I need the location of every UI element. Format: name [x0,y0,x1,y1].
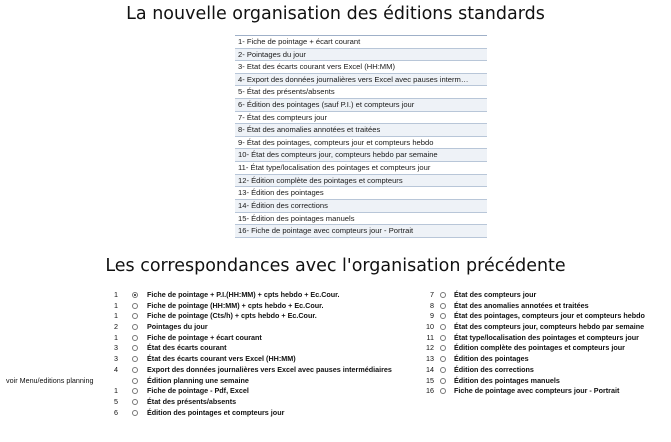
radio-button[interactable] [132,399,138,405]
page-title: La nouvelle organisation des éditions standards [126,4,545,24]
radio-button[interactable] [132,378,138,384]
old-edition-label: Fiche de pointage (Cts/h) + cpts hebdo + Ec.Cour. [147,311,317,321]
old-edition-label: État des compteurs jour [454,290,537,299]
new-edition-number: 16 [426,386,434,396]
new-edition-number: 12 [426,343,434,353]
edition-list-item[interactable]: 15- Édition des pointages manuels [235,213,487,226]
old-edition-row [0,311,420,322]
old-edition-label: Fiche de pointage - Pdf, Excel [147,386,249,396]
edition-list-item[interactable]: 9- État des pointages, compteurs jour et compteurs hebdo [235,137,487,150]
old-edition-row [0,408,420,419]
old-edition-row [420,365,671,376]
old-edition-row [420,333,671,344]
edition-list-item[interactable]: 16- Fiche de pointage avec compteurs jour - Portrait [235,225,487,238]
old-edition-label: Édition planning une semaine [147,375,249,385]
edition-list-item[interactable]: 12- Édition complète des pointages et compteurs [235,175,487,188]
old-edition-row [0,322,420,333]
new-edition-number: 1 [114,311,118,321]
radio-button[interactable] [440,378,446,384]
radio-button[interactable] [440,292,446,298]
old-edition-label: Pointages du jour [147,322,208,332]
new-edition-number: 3 [114,354,118,364]
radio-button[interactable] [132,303,138,309]
radio-button[interactable] [440,345,446,351]
radio-button[interactable] [132,292,138,298]
edition-list-item[interactable]: 2- Pointages du jour [235,49,487,62]
old-edition-row [420,354,671,365]
old-edition-label: État type/localisation des pointages et compteurs jour [454,332,639,342]
old-edition-row [0,343,420,354]
radio-button[interactable] [132,335,138,341]
edition-list-item[interactable]: 8- État des anomalies annotées et traitées [235,124,487,137]
edition-list-item[interactable]: 1- Fiche de pointage + écart courant [235,36,487,49]
radio-button[interactable] [132,324,138,330]
old-edition-row [420,290,671,301]
new-edition-number: 11 [426,332,434,342]
new-edition-number: 7 [430,290,434,299]
new-edition-number: 3 [114,343,118,353]
old-edition-label: État des anomalies annotées et traitées [454,300,589,310]
old-edition-label: Édition des pointages et compteurs jour [147,407,285,417]
old-edition-label: État des présents/absents [147,396,237,406]
radio-button[interactable] [132,410,138,416]
old-edition-row [0,376,420,387]
mapping-note: voir Menu/editions planning [6,375,94,385]
edition-list-item[interactable]: 14- Édition des corrections [235,200,487,213]
old-edition-row [0,333,420,344]
old-edition-row [420,311,671,322]
radio-button[interactable] [440,324,446,330]
edition-list-item[interactable]: 10- État des compteurs jour, compteurs hebdo par semaine [235,149,487,162]
radio-button[interactable] [132,345,138,351]
radio-button[interactable] [132,367,138,373]
edition-list-item[interactable]: 3- Etat des écarts courant vers Excel (HH:MM) [235,61,487,74]
new-edition-number: 8 [430,300,434,310]
old-edition-label: État des écarts courant [147,343,227,353]
edition-list-item[interactable]: 7- État des compteurs jour [235,112,487,125]
radio-button[interactable] [440,367,446,373]
old-edition-row [0,354,420,365]
editions-list [235,35,487,238]
old-edition-label: Édition complète des pointages et compteurs jour [454,343,625,353]
old-edition-row [0,386,420,397]
old-edition-row [0,301,420,312]
old-edition-row [0,290,420,301]
radio-button[interactable] [440,388,446,394]
radio-button[interactable] [132,356,138,362]
new-edition-number: 13 [426,354,434,364]
radio-button[interactable] [440,313,446,319]
old-edition-row [420,376,671,387]
radio-button[interactable] [132,313,138,319]
new-edition-number: 1 [114,386,118,396]
old-organisation-right-column [420,290,671,397]
old-edition-label: Fiche de pointage + écart courant [147,332,262,342]
new-edition-number: 2 [114,322,118,332]
edition-list-item[interactable]: 5- État des présents/absents [235,86,487,99]
new-edition-number: 1 [114,290,118,299]
radio-button[interactable] [440,303,446,309]
old-edition-label: Édition des corrections [454,364,534,374]
old-edition-label: État des pointages, compteurs jour et compteurs hebdo [454,311,645,321]
old-edition-label: État des compteurs jour, compteurs hebdo par semaine [454,322,645,332]
old-edition-row [420,301,671,312]
section-title: Les correspondances avec l'organisation précédente [105,256,566,276]
old-edition-label: Édition des pointages manuels [454,375,560,385]
old-edition-row [420,322,671,333]
edition-list-item[interactable]: 13- Édition des pointages [235,187,487,200]
new-edition-number: 6 [114,407,118,417]
new-edition-number: 4 [114,364,118,374]
old-edition-label: État des écarts courant vers Excel (HH:MM) [147,354,296,364]
old-edition-label: Édition des pointages [454,354,529,364]
edition-list-item[interactable]: 4- Export des données journalières vers Excel avec pauses interm… [235,74,487,87]
old-edition-label: Fiche de pointage (HH:MM) + cpts hebdo + Ec.Cour. [147,300,324,310]
edition-list-item[interactable]: 6- Édition des pointages (sauf P.I.) et compteurs jour [235,99,487,112]
new-edition-number: 5 [114,396,118,406]
old-edition-label: Fiche de pointage + P.I.(HH:MM) + cpts hebdo + Ec.Cour. [147,290,340,299]
old-edition-row [420,343,671,354]
new-edition-number: 10 [426,322,434,332]
old-edition-row [420,386,671,397]
new-edition-number: 9 [430,311,434,321]
old-edition-row [0,397,420,408]
new-edition-number: 14 [426,364,434,374]
radio-button[interactable] [440,356,446,362]
radio-button[interactable] [440,335,446,341]
old-edition-row [0,365,420,376]
old-edition-label: Fiche de pointage avec compteurs jour - Portrait [454,386,620,396]
radio-button[interactable] [132,388,138,394]
new-edition-number: 15 [426,375,434,385]
new-edition-number: 1 [114,332,118,342]
edition-list-item[interactable]: 11- État type/localisation des pointages et compteurs jour [235,162,487,175]
old-edition-label: Export des données journalières vers Excel avec pauses intermédiaires [147,364,392,374]
old-organisation-left-column [0,290,420,418]
new-edition-number: 1 [114,300,118,310]
